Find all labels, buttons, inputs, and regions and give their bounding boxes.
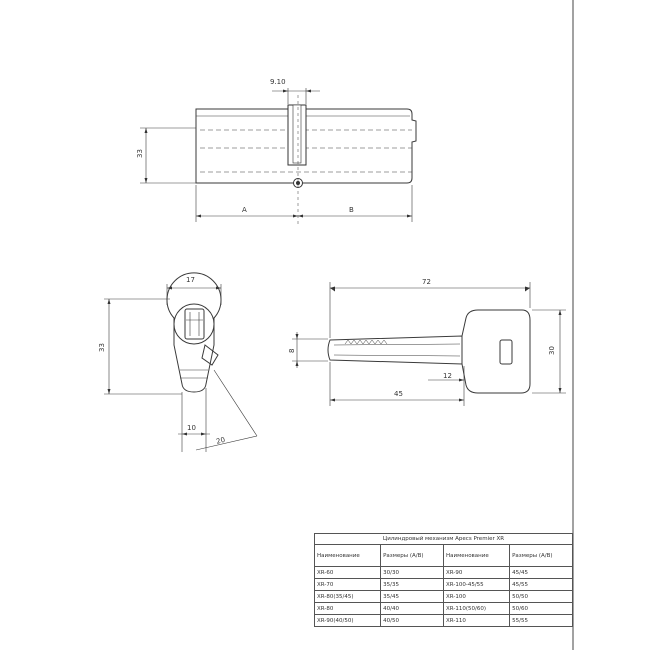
table-row xyxy=(315,567,573,579)
key-dim-head-height-label: 30 xyxy=(548,346,556,355)
cam-slot-inner xyxy=(293,105,301,163)
key-dim-blade-label: 45 xyxy=(394,390,403,398)
profile-dim-angle-label: 20 xyxy=(215,435,227,446)
table-cell: XR-90(40/50) xyxy=(315,615,381,627)
profile-cam xyxy=(202,345,218,365)
table-row xyxy=(315,579,573,591)
key-dim-total-label: 72 xyxy=(422,278,431,286)
cylinder-profile-view xyxy=(104,273,257,452)
profile-dim-bottom-label: 10 xyxy=(187,424,196,432)
table-header-size-1: Размеры (A/B) xyxy=(381,545,444,567)
key-head-slot xyxy=(500,340,512,364)
table-cell: 40/50 xyxy=(381,615,444,627)
key-view xyxy=(292,282,566,406)
key-dim-shoulder-label: 12 xyxy=(443,372,452,380)
table-cell: XR-100-45/55 xyxy=(443,579,509,591)
profile-dim-height-label: 33 xyxy=(98,343,106,352)
table-cell: XR-80(35/45) xyxy=(315,591,381,603)
table-cell: XR-110 xyxy=(443,615,509,627)
table-cell: XR-70 xyxy=(315,579,381,591)
table-cell: 35/35 xyxy=(381,579,444,591)
dim-slot-width-label: 9.10 xyxy=(270,78,286,86)
dim-height-label: 33 xyxy=(136,149,144,158)
table-cell: XR-90 xyxy=(443,567,509,579)
cylinder-front-view xyxy=(140,88,416,225)
table-cell: 45/55 xyxy=(510,579,573,591)
table-header-name-1: Наименование xyxy=(315,545,381,567)
table-cell: XR-100 xyxy=(443,591,509,603)
profile-plug xyxy=(174,304,214,344)
key-head xyxy=(462,310,530,393)
table-cell: 50/60 xyxy=(510,603,573,615)
table-header-name-2: Наименование xyxy=(443,545,509,567)
table-row xyxy=(315,615,573,627)
table-row xyxy=(315,591,573,603)
table-row xyxy=(315,603,573,615)
table-caption: Цилиндровый механизм Apecs Premier XR xyxy=(315,534,573,545)
key-dim-blade-height-label: 8 xyxy=(288,348,296,353)
table-cell: XR-60 xyxy=(315,567,381,579)
key-blade-cuts xyxy=(345,340,387,344)
table-header-size-2: Размеры (A/B) xyxy=(510,545,573,567)
spec-table xyxy=(314,533,573,627)
profile-dim-top-label: 17 xyxy=(186,276,195,284)
dim-b-label: B xyxy=(349,206,354,214)
profile-keyway xyxy=(185,309,204,339)
profile-outline xyxy=(167,273,221,392)
table-cell: 35/45 xyxy=(381,591,444,603)
table-cell: 50/50 xyxy=(510,591,573,603)
table-cell: XR-110(50/60) xyxy=(443,603,509,615)
table-cell: XR-80 xyxy=(315,603,381,615)
table-cell: 40/40 xyxy=(381,603,444,615)
dim-a-label: A xyxy=(242,206,247,214)
table-cell: 45/45 xyxy=(510,567,573,579)
table-cell: 55/55 xyxy=(510,615,573,627)
table-header-row xyxy=(315,545,573,567)
table-cell: 30/30 xyxy=(381,567,444,579)
